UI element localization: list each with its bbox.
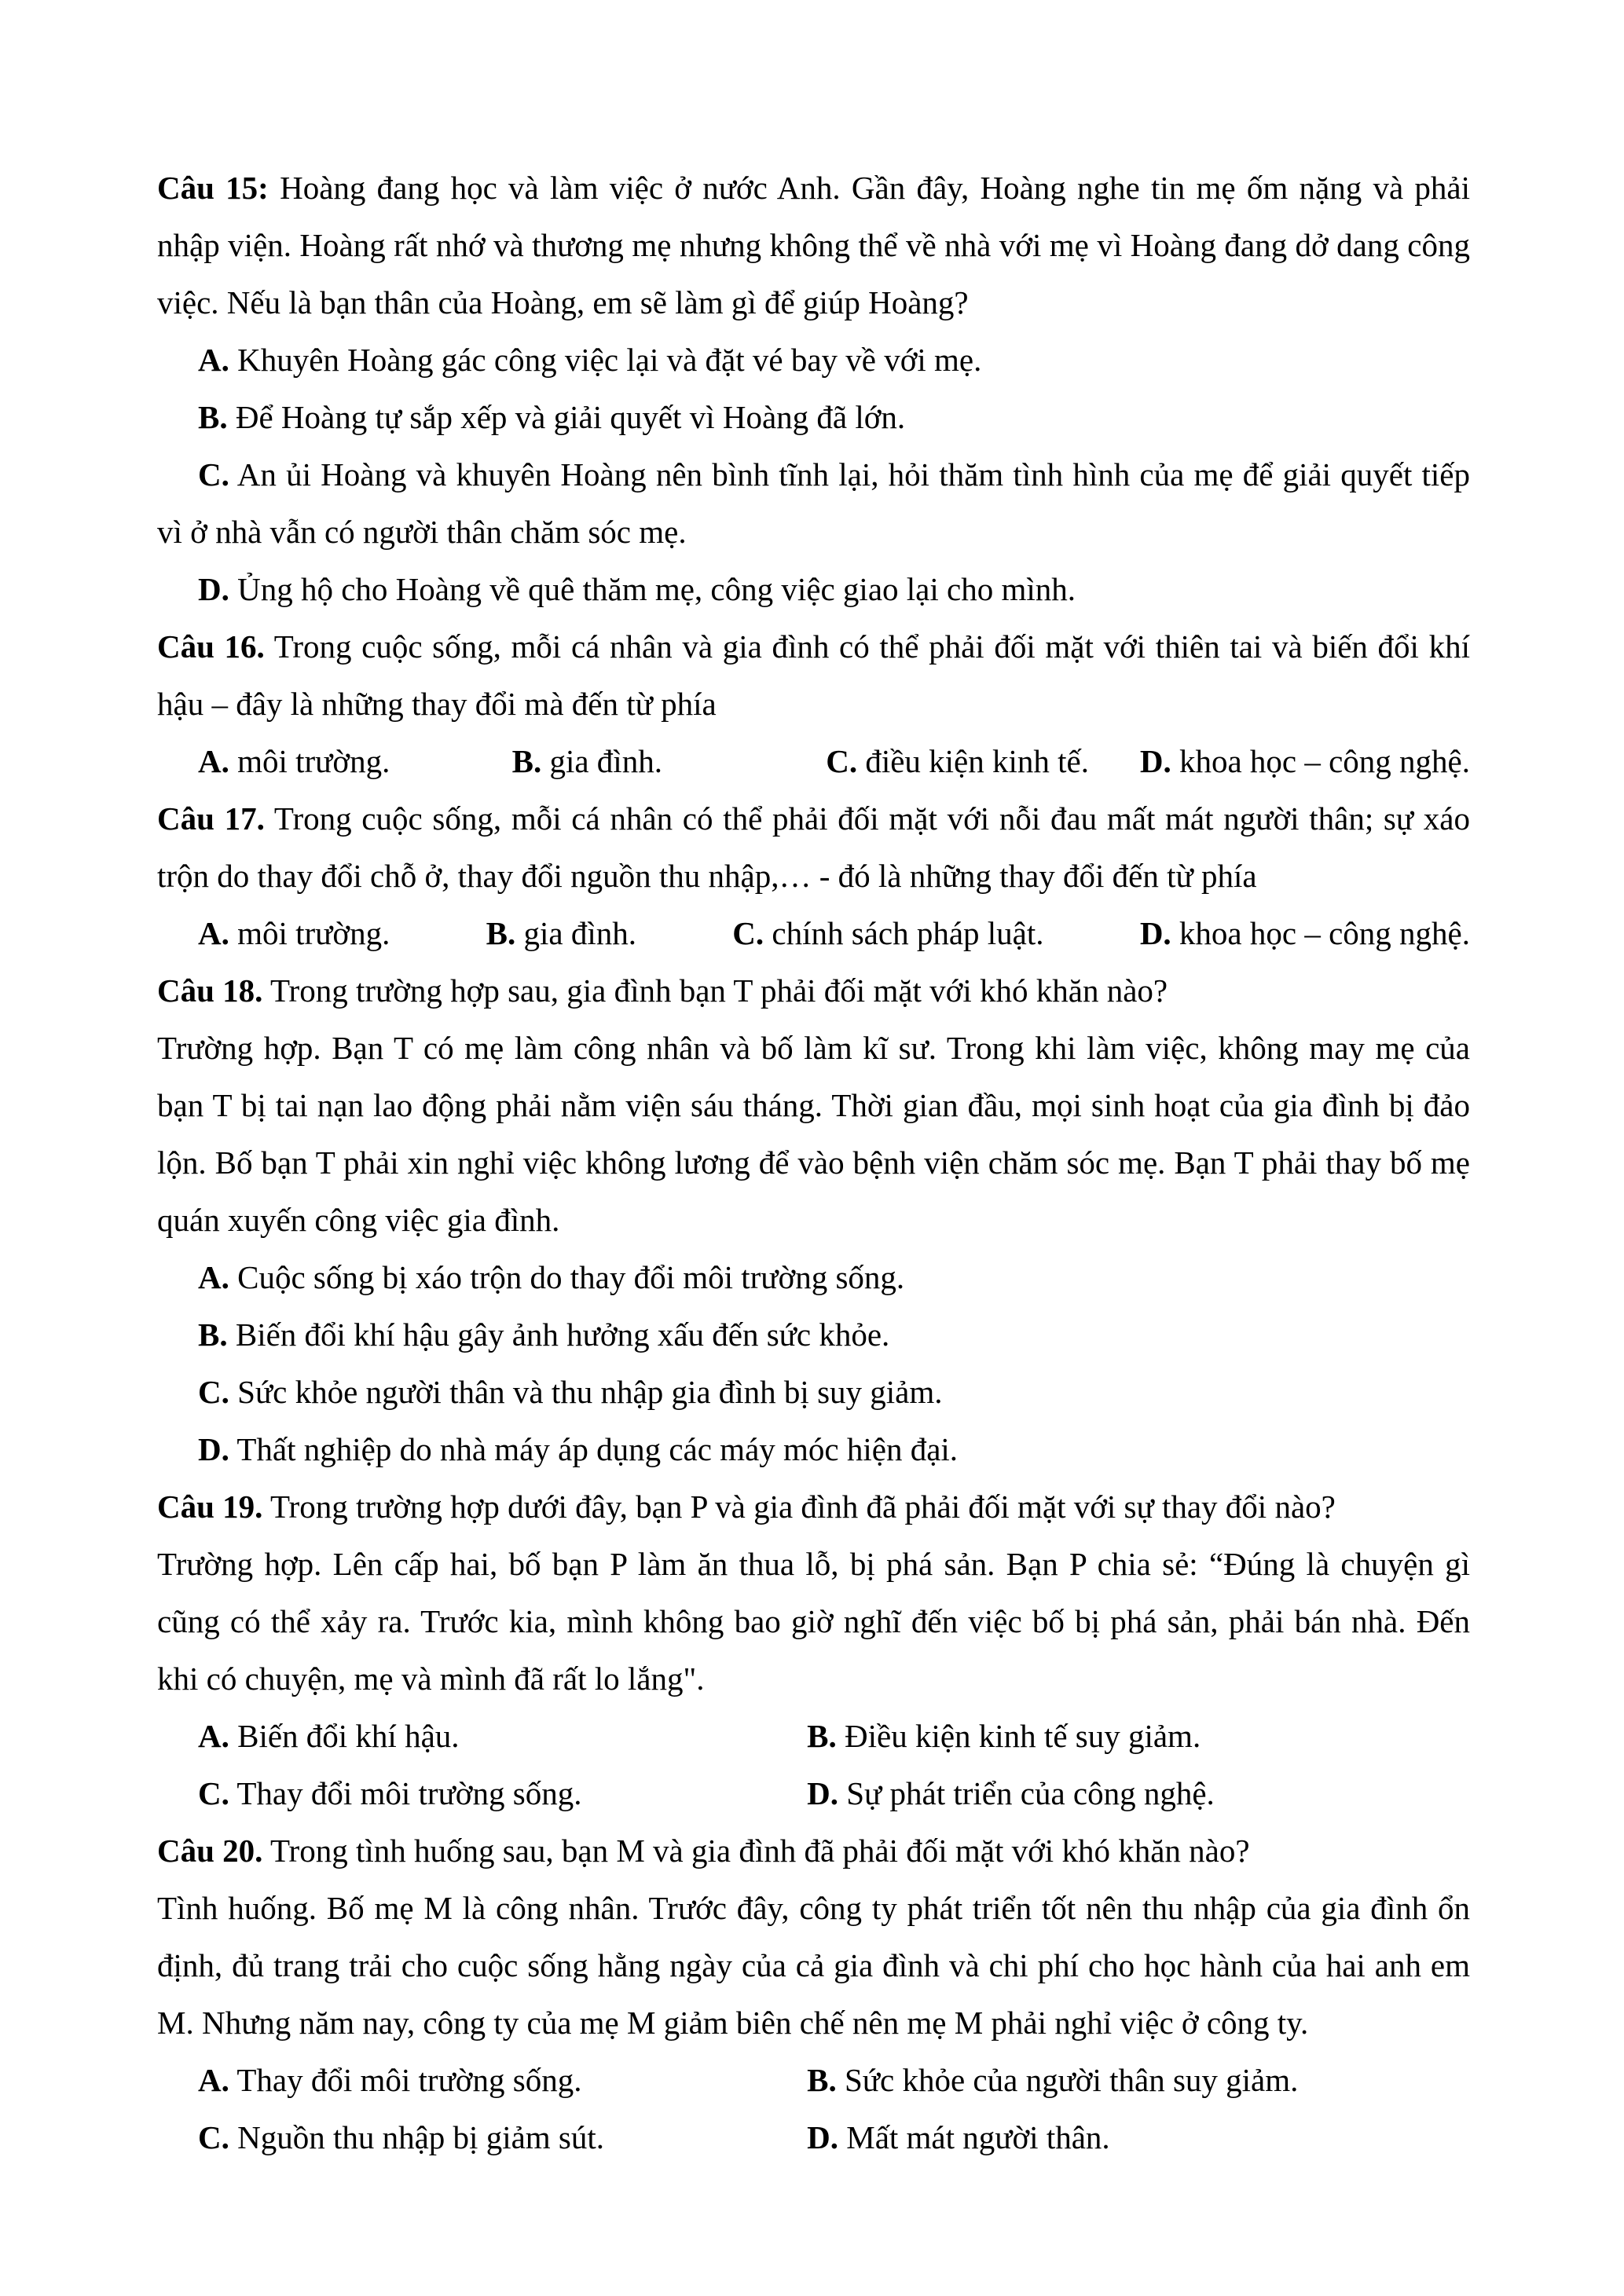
option-b xyxy=(807,1708,1470,1765)
question-number: Câu 17. xyxy=(157,800,265,837)
question-stem xyxy=(157,618,1470,733)
option-b xyxy=(157,389,1470,446)
option-a-label: A. xyxy=(198,1259,229,1295)
option-c-label: C. xyxy=(198,456,229,493)
option-a xyxy=(157,331,1470,389)
option-c-label: C. xyxy=(826,743,858,779)
option-d-text: Mất mát người thân. xyxy=(846,2119,1110,2155)
option-d-label: D. xyxy=(1139,743,1171,779)
option-d-label: D. xyxy=(198,571,229,607)
question-17 xyxy=(157,790,1470,962)
option-c-text: Nguồn thu nhập bị giảm sút. xyxy=(237,2119,605,2155)
option-a xyxy=(198,905,390,962)
option-b xyxy=(512,733,827,790)
options-list xyxy=(157,733,1470,790)
option-d xyxy=(807,2109,1470,2166)
question-stem xyxy=(157,790,1470,905)
option-c xyxy=(826,733,1140,790)
option-c-label: C. xyxy=(732,915,764,951)
option-a-label: A. xyxy=(198,915,229,951)
question-number: Câu 15: xyxy=(157,170,269,206)
option-d xyxy=(807,1765,1470,1822)
question-number: Câu 16. xyxy=(157,628,265,665)
option-a-text: Cuộc sống bị xáo trộn do thay đổi môi trường sống. xyxy=(237,1259,905,1295)
question-number: Câu 19. xyxy=(157,1489,263,1525)
option-c-text: chính sách pháp luật. xyxy=(772,915,1044,951)
option-a xyxy=(157,2052,807,2109)
option-c xyxy=(157,2109,807,2166)
question-text: Trong tình huống sau, bạn M và gia đình đã phải đối mặt với khó khăn nào? xyxy=(269,1833,1250,1869)
option-c-text: điều kiện kinh tế. xyxy=(865,743,1089,779)
option-d-label: D. xyxy=(1139,915,1171,951)
options-list xyxy=(157,331,1470,618)
option-a-text: Thay đổi môi trường sống. xyxy=(236,2062,582,2098)
option-b-text: gia đình. xyxy=(549,743,662,779)
option-d xyxy=(1140,905,1470,962)
option-c-text: Thay đổi môi trường sống. xyxy=(236,1775,582,1811)
question-stem xyxy=(157,1478,1470,1536)
question-20 xyxy=(157,1822,1470,2166)
option-c-label: C. xyxy=(198,2119,229,2155)
option-d-label: D. xyxy=(807,2119,838,2155)
option-b-label: B. xyxy=(198,1316,228,1353)
option-a-text: môi trường. xyxy=(237,915,390,951)
option-d xyxy=(157,561,1470,618)
option-a-text: Khuyên Hoàng gác công việc lại và đặt vé bay về với mẹ. xyxy=(237,342,982,378)
option-d xyxy=(1140,733,1470,790)
question-text: Trong trường hợp dưới đây, bạn P và gia đình đã phải đối mặt với sự thay đổi nào? xyxy=(269,1489,1336,1525)
option-b-label: B. xyxy=(511,743,542,779)
option-d-text: Sự phát triển của công nghệ. xyxy=(846,1775,1215,1811)
option-d-text: Ủng hộ cho Hoàng về quê thăm mẹ, công việc giao lại cho mình. xyxy=(237,571,1076,607)
option-d-label: D. xyxy=(198,1431,229,1467)
question-text: Trong cuộc sống, mỗi cá nhân có thể phải đối mặt với nỗi đau mất mát người thân; sự xáo trộn do thay đổi chỗ ở, thay đổi nguồn thu nhập,… - đó là những thay đổi đến từ phía xyxy=(157,800,1470,894)
question-stem xyxy=(157,962,1470,1020)
option-b-label: B. xyxy=(807,1718,837,1754)
question-text: Trong cuộc sống, mỗi cá nhân và gia đình có thể phải đối mặt với thiên tai và biến đổi khí hậu – đây là những thay đổi mà đến từ phía xyxy=(157,628,1470,722)
option-a xyxy=(157,1249,1470,1306)
options-list xyxy=(157,2052,1470,2166)
option-a-label: A. xyxy=(198,2062,229,2098)
option-b xyxy=(486,905,636,962)
question-15 xyxy=(157,159,1470,618)
options-list xyxy=(157,1708,1470,1822)
question-number: Câu 18. xyxy=(157,972,263,1009)
option-b-text: Điều kiện kinh tế suy giảm. xyxy=(845,1718,1201,1754)
option-b-text: gia đình. xyxy=(523,915,636,951)
option-c xyxy=(732,905,1043,962)
case-paragraph: Trường hợp. Lên cấp hai, bố bạn P làm ăn thua lỗ, bị phá sản. Bạn P chia sẻ: “Đúng là chuyện gì cũng có thể xảy ra. Trước kia, mình không bao giờ nghĩ đến việc bố bị phá sản, phải bán nhà. Đến khi có chuyện, mẹ và mình đã rất lo lắng". xyxy=(157,1546,1470,1697)
case-paragraph: Trường hợp. Bạn T có mẹ làm công nhân và bố làm kĩ sư. Trong khi làm việc, không may mẹ của bạn T bị tai nạn lao động phải nằm viện sáu tháng. Thời gian đầu, mọi sinh hoạt của gia đình bị đảo lộn. Bố bạn T phải xin nghỉ việc không lương để vào bệnh viện chăm sóc mẹ. Bạn T phải thay bố mẹ quán xuyến công việc gia đình. xyxy=(157,1030,1470,1238)
option-d-text: khoa học – công nghệ. xyxy=(1179,915,1470,951)
option-a-text: môi trường. xyxy=(237,743,390,779)
option-c-text: An ủi Hoàng và khuyên Hoàng nên bình tĩnh lại, hỏi thăm tình hình của mẹ để giải quyết tiếp vì ở nhà vẫn có người thân chăm sóc mẹ. xyxy=(157,456,1470,550)
option-a xyxy=(157,1708,807,1765)
question-text: Trong trường hợp sau, gia đình bạn T phải đối mặt với khó khăn nào? xyxy=(269,972,1168,1009)
question-stem xyxy=(157,159,1470,331)
options-list xyxy=(157,905,1470,962)
option-d-label: D. xyxy=(807,1775,838,1811)
option-a-label: A. xyxy=(198,1718,229,1754)
question-16 xyxy=(157,618,1470,790)
option-a-label: A. xyxy=(198,743,229,779)
option-d-text: khoa học – công nghệ. xyxy=(1179,743,1470,779)
option-c xyxy=(157,446,1470,561)
option-c-text: Sức khỏe người thân và thu nhập gia đình bị suy giảm. xyxy=(237,1374,943,1410)
option-b-label: B. xyxy=(486,915,516,951)
option-c-label: C. xyxy=(198,1374,229,1410)
option-d xyxy=(157,1421,1470,1478)
option-c xyxy=(157,1364,1470,1421)
option-b-text: Sức khỏe của người thân suy giảm. xyxy=(845,2062,1299,2098)
option-c-label: C. xyxy=(198,1775,229,1811)
option-a-text: Biến đổi khí hậu. xyxy=(237,1718,460,1754)
option-d-text: Thất nghiệp do nhà máy áp dụng các máy móc hiện đại. xyxy=(236,1431,959,1467)
option-b xyxy=(157,1306,1470,1364)
option-b-label: B. xyxy=(807,2062,837,2098)
option-b-text: Biến đổi khí hậu gây ảnh hưởng xấu đến sức khỏe. xyxy=(235,1316,890,1353)
option-b-label: B. xyxy=(198,399,228,435)
question-number: Câu 20. xyxy=(157,1833,263,1869)
option-b-text: Để Hoàng tự sắp xếp và giải quyết vì Hoàng đã lớn. xyxy=(235,399,906,435)
option-a xyxy=(198,733,512,790)
question-text: Hoàng đang học và làm việc ở nước Anh. Gần đây, Hoàng nghe tin mẹ ốm nặng và phải nhập viện. Hoàng rất nhớ và thương mẹ nhưng không thể về nhà với mẹ vì Hoàng đang dở dang công việc. Nếu là bạn thân của Hoàng, em sẽ làm gì để giúp Hoàng? xyxy=(157,170,1471,320)
question-stem xyxy=(157,1822,1470,1880)
options-list xyxy=(157,1249,1470,1478)
option-c xyxy=(157,1765,807,1822)
option-a-label: A. xyxy=(198,342,229,378)
case-paragraph: Tình huống. Bố mẹ M là công nhân. Trước đây, công ty phát triển tốt nên thu nhập của gia đình ổn định, đủ trang trải cho cuộc sống hằng ngày của cả gia đình và chi phí cho học hành của hai anh em M. Nhưng năm nay, công ty của mẹ M giảm biên chế nên mẹ M phải nghỉ việc ở công ty. xyxy=(157,1890,1470,2041)
option-b xyxy=(807,2052,1470,2109)
question-19 xyxy=(157,1478,1470,1822)
question-18 xyxy=(157,962,1470,1478)
